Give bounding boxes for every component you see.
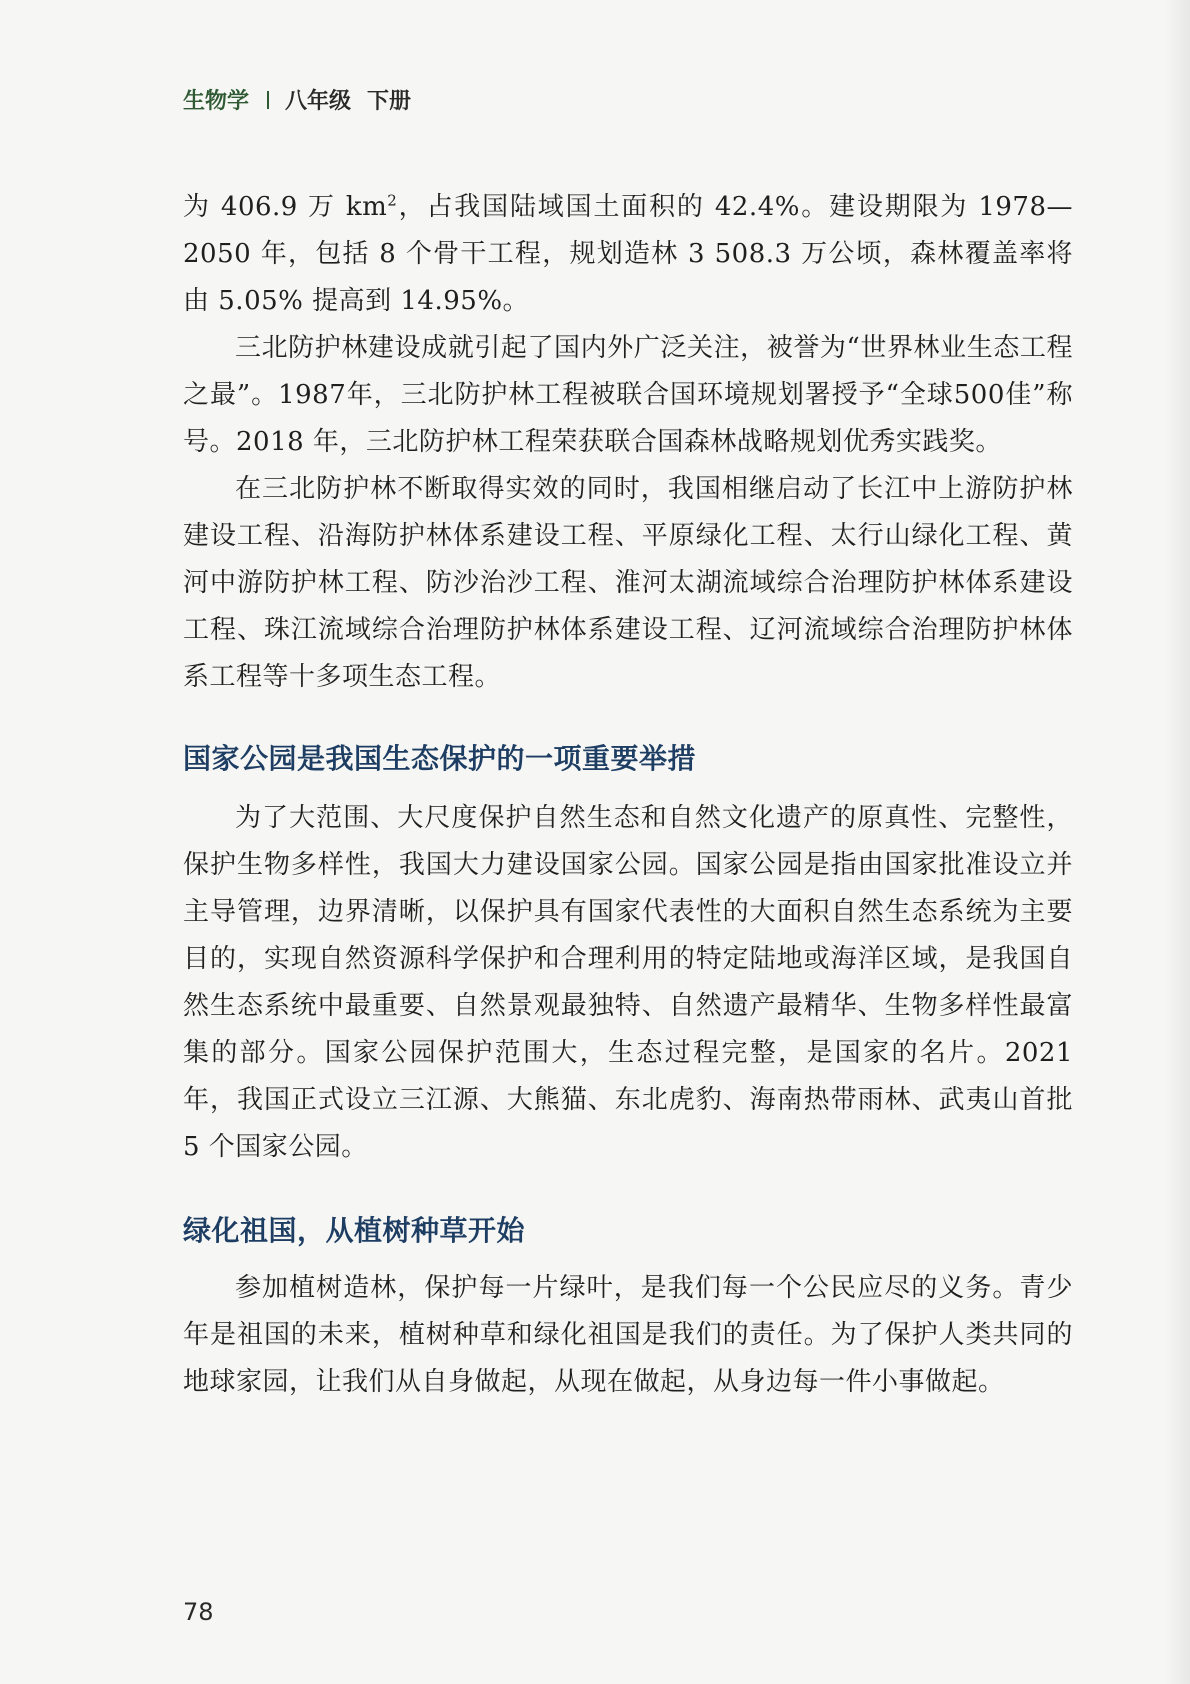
running-head <box>183 84 411 115</box>
paragraph-other-projects: 在三北防护林不断取得实效的同时，我国相继启动了长江中上游防护林建设工程、沿海防护林体系建设工程、平原绿化工程、太行山绿化工程、黄河中游防护林工程、防沙治沙工程、淮河太湖流域综合治理防护林体系建设工程、珠江流域综合治理防护林体系建设工程、辽河流域综合治理防护林体系工程等十多项生态工程。 <box>183 474 1073 692</box>
subject-label: 生物学 <box>183 89 250 114</box>
page-number: 78 <box>183 1598 214 1626</box>
paragraph-text-period: ，占我国陆域国土面积的 42.4%。建设期限为 1978—2050 年，包括 8 个骨干工程，规划造林 3 508.3 万公顷，森林覆盖率将由 5.05% 提高到 14.95%。 <box>183 192 1073 316</box>
spine-shadow <box>1164 0 1190 1684</box>
superscript-two: 2 <box>387 191 398 210</box>
paragraph-national-parks: 为了大范围、大尺度保护自然生态和自然文化遗产的原真性、完整性，保护生物多样性，我国大力建设国家公园。国家公园是指由国家批准设立并主导管理，边界清晰，以保护具有国家代表性的大面积自然生态系统为主要目的，实现自然资源科学保护和合理利用的特定陆地或海洋区域，是我国自然生态系统中最重要、自然景观最独特、自然遗产最精华、生物多样性最富集的部分。国家公园保护范围大，生态过程完整，是国家的名片。2021 年，我国正式设立三江源、大熊猫、东北虎豹、海南热带雨林、武夷山首批 5 个国家公园。 <box>183 803 1073 1162</box>
paragraph-tree-planting: 参加植树造林，保护每一片绿叶，是我们每一个公民应尽的义务。青少年是祖国的未来，植树种草和绿化祖国是我们的责任。为了保护人类共同的地球家园，让我们从自身做起，从现在做起，从身边每一件小事做起。 <box>183 1273 1073 1397</box>
section-title-greening: 绿化祖国，从植树种草开始 <box>183 1214 526 1247</box>
header-divider <box>267 91 269 109</box>
body-content <box>183 184 1073 1406</box>
paragraph-achievements: 三北防护林建设成就引起了国内外广泛关注，被誉为“世界林业生态工程之最”。1987年，三北防护林工程被联合国环境规划署授予“全球500佳”称号。2018 年，三北防护林工程荣获联合国森林战略规划优秀实践奖。 <box>183 333 1073 457</box>
volume-label: 下册 <box>367 89 412 114</box>
paragraph-text-area: 为 406.9 万 km <box>183 192 388 222</box>
grade-label: 八年级 <box>285 89 352 114</box>
paragraph-continued <box>183 184 1073 325</box>
section-title-national-parks: 国家公园是我国生态保护的一项重要举措 <box>183 742 697 775</box>
